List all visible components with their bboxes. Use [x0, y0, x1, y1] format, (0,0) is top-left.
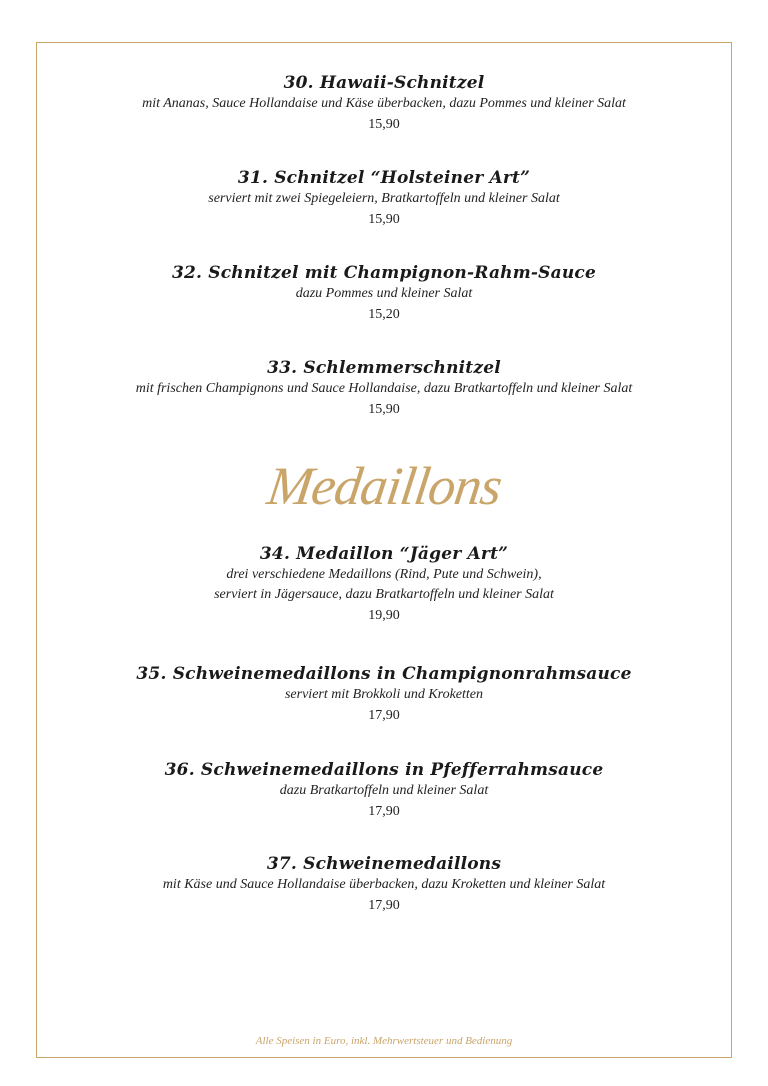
- item-description: dazu Bratkartoffeln und kleiner Salat: [279, 783, 489, 798]
- item-title: 34. Medaillon “Jäger Art”: [259, 544, 509, 564]
- item-title: 33. Schlemmerschnitzel: [267, 358, 501, 378]
- item-price: 17,90: [368, 898, 400, 913]
- menu-item-32: [0, 262, 768, 326]
- item-title: 30. Hawaii-Schnitzel: [283, 73, 485, 93]
- item-price: 15,90: [368, 117, 400, 132]
- menu-item-33: [0, 357, 768, 421]
- section-heading-medaillons: [0, 456, 768, 516]
- menu-item-37: [0, 853, 768, 917]
- footer-note: Alle Speisen in Euro, inkl. Mehrwertsteuer und Bedienung: [255, 1035, 513, 1047]
- item-price: 15,90: [368, 402, 400, 417]
- item-description: serviert mit Brokkoli und Kroketten: [284, 687, 484, 702]
- item-description: mit Ananas, Sauce Hollandaise und Käse überbacken, dazu Pommes und kleiner Salat: [142, 96, 626, 111]
- item-price: 17,90: [368, 804, 400, 819]
- footer: [0, 1029, 768, 1048]
- section-heading: Medaillons: [263, 456, 505, 516]
- item-title: 37. Schweinemedaillons: [266, 854, 502, 874]
- menu-item-35: [0, 663, 768, 727]
- item-price: 15,20: [368, 307, 400, 322]
- item-description-line-2: serviert in Jägersauce, dazu Bratkartoffeln und kleiner Salat: [214, 587, 554, 602]
- menu-item-36: [0, 759, 768, 823]
- item-price: 19,90: [368, 608, 400, 623]
- item-description: dazu Pommes und kleiner Salat: [295, 286, 473, 301]
- item-description: drei verschiedene Medaillons (Rind, Pute und Schwein),: [226, 567, 542, 582]
- menu-item-30: [0, 72, 768, 136]
- item-title: 32. Schnitzel mit Champignon-Rahm-Sauce: [171, 263, 596, 283]
- item-description: serviert mit zwei Spiegeleiern, Bratkartoffeln und kleiner Salat: [208, 191, 560, 206]
- item-title: 31. Schnitzel “Holsteiner Art”: [237, 168, 531, 188]
- item-price: 15,90: [368, 212, 400, 227]
- item-description: mit Käse und Sauce Hollandaise überbacken, dazu Kroketten und kleiner Salat: [162, 877, 606, 892]
- item-title: 36. Schweinemedaillons in Pfefferrahmsauce: [164, 760, 604, 780]
- item-description: mit frischen Champignons und Sauce Hollandaise, dazu Bratkartoffeln und kleiner Salat: [135, 381, 633, 396]
- item-price: 17,90: [368, 708, 400, 723]
- item-title: 35. Schweinemedaillons in Champignonrahmsauce: [136, 664, 632, 684]
- menu-item-34: [0, 543, 768, 627]
- menu-item-31: [0, 167, 768, 231]
